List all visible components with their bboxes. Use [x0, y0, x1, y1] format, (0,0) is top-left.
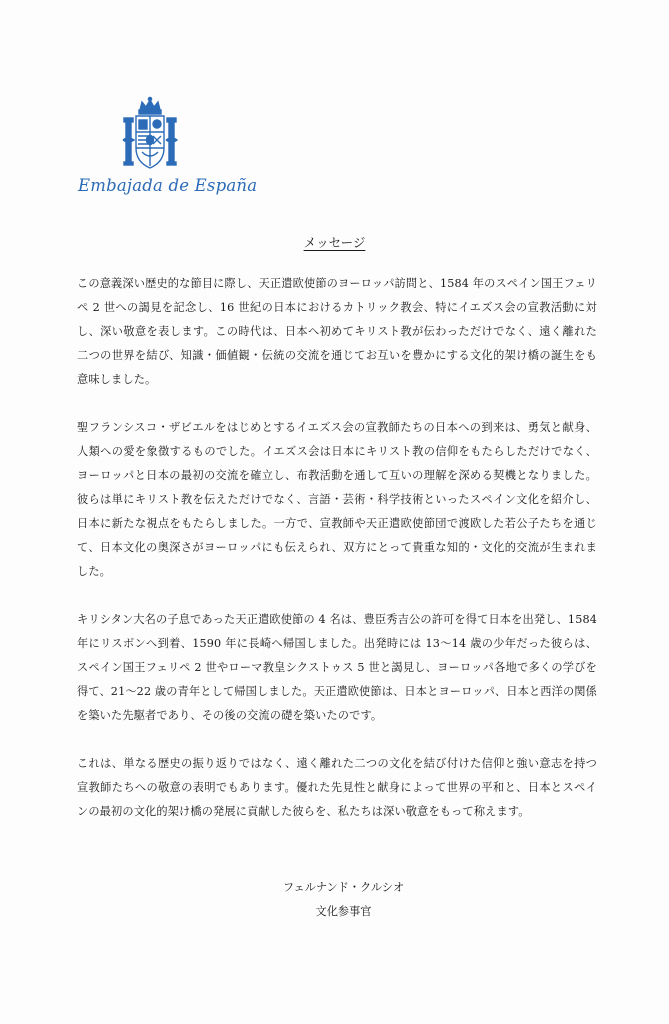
signature-block	[0, 876, 669, 924]
spanish-coat-of-arms-icon	[122, 96, 178, 176]
paragraph-2: 聖フランシスコ・ザビエルをはじめとするイエズス会の宣教師たちの日本への到来は、勇気と献身、人類への愛を象徴するものでした。イエズス会は日本にキリスト教の信仰をもたらしただけでなく、ヨーロッパと日本の最初の交流を確立し、布教活動を通して互いの理解を深める契機となりました。彼らは単にキリスト教を伝えただけでなく、言語・芸術・科学技術といったスペイン文化を紹介し、日本に新たな視点をもたらしました。一方で、宣教師や天正遣欧使節団で渡欧した若公子たちを通じて、日本文化の奥深さがヨーロッパにも伝えられ、双方にとって貴重な知的・文化的交流が生まれました。	[77, 421, 597, 578]
paragraph-1: この意義深い歴史的な節目に際し、天正遣欧使節のヨーロッパ訪問と、1584 年のスペイン国王フェリペ 2 世への謁見を記念し、16 世紀の日本におけるカトリック教会、特にイエズス会の宣教活動に対し、深い敬意を表します。この時代は、日本へ初めてキリスト教が伝わっただけでなく、遠く離れた二つの世界を結び、知識・価値観・伝統の交流を通じてお互いを豊かにする文化的架け橋の誕生をも意味しました。	[77, 277, 597, 386]
signatory-role: 文化参事官	[315, 905, 372, 918]
embassy-name: Embajada de España	[78, 176, 258, 195]
paragraph-3: キリシタン大名の子息であった天正遣欧使節の 4 名は、豊臣秀吉公の許可を得て日本を出発し、1584 年にリスボンへ到着、1590 年に長崎へ帰国しました。出発時には 13〜14 歳の少年だった彼らは、スペイン国王フェリペ 2 世やローマ教皇シクストゥス 5 世と謁見し、ヨーロッパ各地で多くの学びを得て、21〜22 歳の青年として帰国しました。天正遣欧使節は、日本とヨーロッパ、日本と西洋の関係を築いた先駆者であり、その後の交流の礎を築いたのです。	[77, 613, 597, 722]
page-title: メッセージ	[303, 235, 366, 250]
signatory-name: フェルナンド・クルシオ	[282, 881, 405, 894]
letter-body	[77, 272, 597, 848]
paragraph-4: これは、単なる歴史の振り返りではなく、遠く離れた二つの文化を結び付けた信仰と強い意志を持つ宣教師たちへの敬意の表明でもあります。優れた先見性と献身によって世界の平和と、日本とスペインの最初の文化的架け橋の発展に貢献した彼らを、私たちは深い敬意をもって称えます。	[77, 757, 597, 818]
letterhead	[78, 96, 258, 206]
